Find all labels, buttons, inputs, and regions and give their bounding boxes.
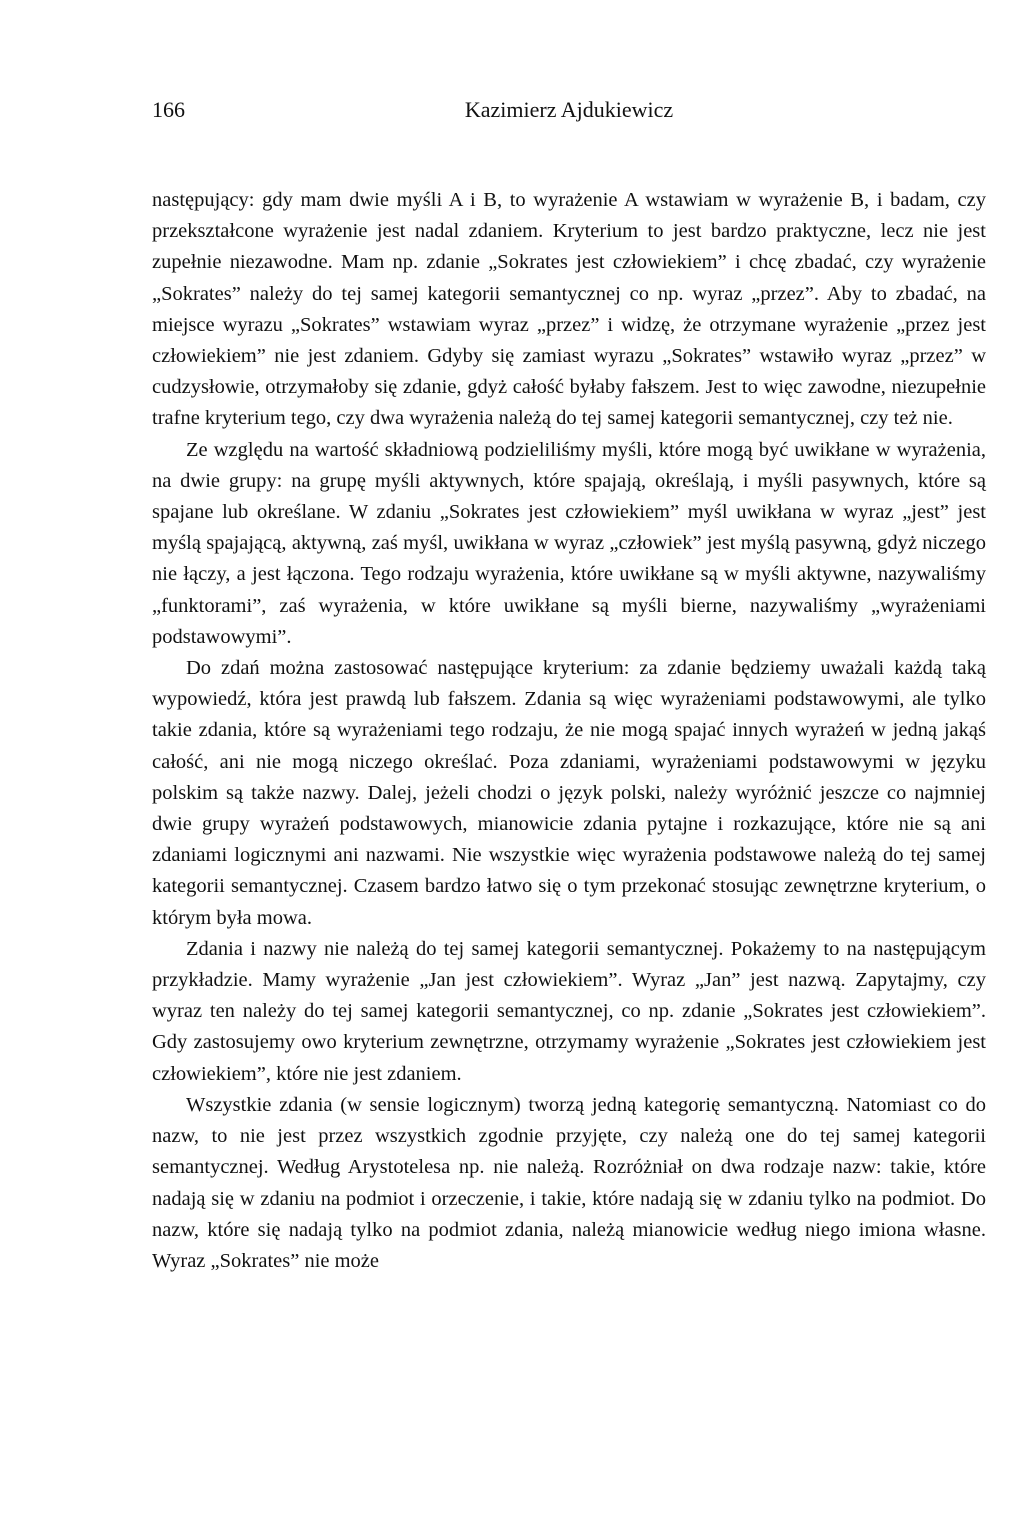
paragraph-5: Wszystkie zdania (w sensie logicznym) tworzą jedną kategorię semantyczną. Natomiast co do nazw, to nie jest przez wszystkich zgodnie przyjęte, czy należą one do tej samej kategorii semantycznej. Według Arystotelesa np. nie należą. Rozróżniał on dwa rodzaje nazw: takie, które nadają się w zdaniu na podmiot i orzeczenie, i takie, które nadają się w zdaniu tylko na podmiot. Do nazw, które się nadają tylko na podmiot zdania, należą mianowicie według niego imiona własne. Wyraz „Sokrates” nie może	[152, 1093, 986, 1272]
paragraph-1: następujący: gdy mam dwie myśli A i B, to wyrażenie A wstawiam w wyrażenie B, i badam, czy przekształcone wyrażenie jest nadal zdaniem. Kryterium to jest bardzo praktyczne, lecz nie jest zupełnie niezawodne. Mam np. zdanie „Sokrates jest człowiekiem” i chcę zbadać, czy wyrażenie „Sokrates” należy do tej samej kategorii semantycznej co np. wyraz „przez”. Aby to zbadać, na miejsce wyrazu „Sokrates” wstawiam wyraz „przez” i widzę, że otrzymane wyrażenie „przez jest człowiekiem” nie jest zdaniem. Gdyby się zamiast wyrazu „Sokrates” wstawiło wyraz „przez” w cudzysłowie, otrzymałoby się zdanie, gdyż całość byłaby fałszem. Jest to więc zawodne, niezupełnie trafne kryterium tego, czy dwa wyrażenia należą do tej samej kategorii semantycznej, czy też nie.	[152, 189, 986, 430]
body-text	[152, 185, 986, 1277]
paragraph-2: Ze względu na wartość składniową podzieliliśmy myśli, które mogą być uwikłane w wyrażenia, na dwie grupy: na grupę myśli aktywnych, które spajają, określają, i myśli pasywnych, które są spajane lub określane. W zdaniu „Sokrates jest człowiekiem” myśl uwikłana w wyraz „jest” jest myślą spajającą, aktywną, zaś myśl, uwikłana w wyraz „człowiek” jest myślą pasywną, gdyż niczego nie łączy, a jest łączona. Tego rodzaju wyrażenia, które uwikłane są w myśli aktywne, nazywaliśmy „funktorami”, zaś wyrażenia, w które uwikłane są myśli bierne, nazywaliśmy „wyrażeniami podstawowymi”.	[152, 438, 986, 648]
page-number: 166	[152, 97, 185, 122]
paragraph-3: Do zdań można zastosować następujące kryterium: za zdanie będziemy uważali każdą taką wypowiedź, która jest prawdą lub fałszem. Zdania są więc wyrażeniami podstawowymi, ale tylko takie zdania, które są wyrażeniami tego rodzaju, że nie mogą spajać innych wyrażeń w jedną jakąś całość, ani nie mogą niczego określać. Poza zdaniami, wyrażeniami podstawowymi w języku polskim są także nazwy. Dalej, jeżeli chodzi o język polski, należy wyróżnić jeszcze co najmniej dwie grupy wyrażeń podstawowych, mianowicie zdania pytajne i rozkazujące, które nie są ani zdaniami logicznymi ani nazwami. Nie wszystkie więc wyrażenia podstawowe należą do tej samej kategorii semantycznej. Czasem bardzo łatwo się o tym przekonać stosując zewnętrzne kryterium, o którym była mowa.	[152, 657, 986, 929]
paragraph-4: Zdania i nazwy nie należą do tej samej kategorii semantycznej. Pokażemy to na następującym przykładzie. Mamy wyrażenie „Jan jest człowiekiem”. Wyraz „Jan” jest nazwą. Zapytajmy, czy wyraz ten należy do tej samej kategorii semantycznej, co np. zdanie „Sokrates jest człowiekiem”. Gdy zastosujemy owo kryterium zewnętrzne, otrzymamy wyrażenie „Sokrates jest człowiekiem jest człowiekiem”, które nie jest zdaniem.	[152, 937, 986, 1085]
running-head	[152, 93, 986, 127]
running-title-author: Kazimierz Ajdukiewicz	[464, 97, 674, 122]
